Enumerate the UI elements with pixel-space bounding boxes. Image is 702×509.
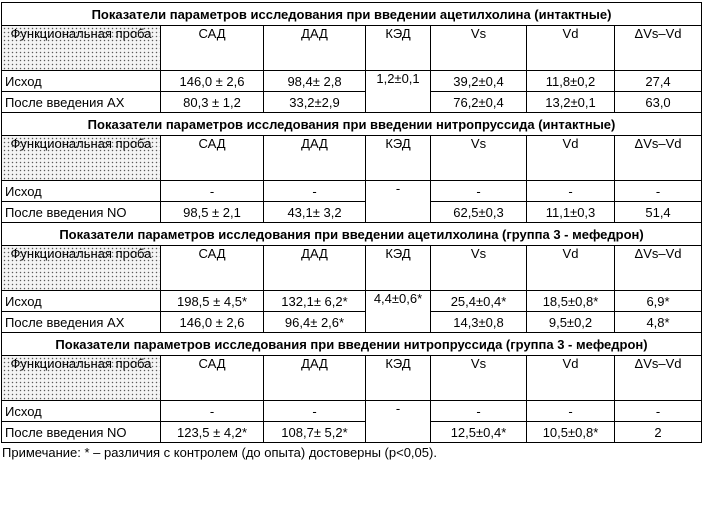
column-header: КЭД	[366, 356, 431, 401]
column-header: ДАД	[264, 136, 366, 181]
column-header-row	[2, 136, 702, 181]
section-title-row	[2, 223, 702, 246]
dad-cell: 132,1± 6,2*	[264, 291, 366, 312]
column-header: ΔVs–Vd	[615, 136, 702, 181]
column-header: КЭД	[366, 246, 431, 291]
column-header: ДАД	[264, 246, 366, 291]
ked-cell: 1,2±0,1	[366, 71, 431, 113]
row-label: После введения АХ	[2, 92, 161, 113]
table-row	[2, 291, 702, 312]
table-row	[2, 422, 702, 443]
column-header: Vs	[431, 246, 527, 291]
dad-cell: 43,1± 3,2	[264, 202, 366, 223]
row-label: После введения NO	[2, 422, 161, 443]
vs-cell: 76,2±0,4	[431, 92, 527, 113]
table-row	[2, 312, 702, 333]
vd-cell: 10,5±0,8*	[527, 422, 615, 443]
functional-test-header: Функциональная проба	[2, 356, 161, 401]
row-label: После введения АХ	[2, 312, 161, 333]
row-label: После введения NO	[2, 202, 161, 223]
results-table	[1, 2, 702, 443]
delta-cell: -	[615, 181, 702, 202]
vs-cell: -	[431, 181, 527, 202]
vd-cell: -	[527, 401, 615, 422]
column-header: Vd	[527, 26, 615, 71]
ked-cell: -	[366, 401, 431, 443]
section-title: Показатели параметров исследования при введении нитропруссида (интактные)	[2, 113, 702, 136]
column-header: САД	[161, 26, 264, 71]
column-header-row	[2, 246, 702, 291]
column-header: КЭД	[366, 26, 431, 71]
dad-cell: 98,4± 2,8	[264, 71, 366, 92]
vs-cell: 62,5±0,3	[431, 202, 527, 223]
column-header-row	[2, 356, 702, 401]
column-header: Vs	[431, 136, 527, 181]
column-header: САД	[161, 246, 264, 291]
sad-cell: -	[161, 401, 264, 422]
vd-cell: -	[527, 181, 615, 202]
dad-cell: -	[264, 181, 366, 202]
column-header: ΔVs–Vd	[615, 246, 702, 291]
delta-cell: 2	[615, 422, 702, 443]
vs-cell: 14,3±0,8	[431, 312, 527, 333]
vs-cell: 12,5±0,4*	[431, 422, 527, 443]
dad-cell: 108,7± 5,2*	[264, 422, 366, 443]
section-title: Показатели параметров исследования при введении нитропруссида (группа 3 - мефедрон)	[2, 333, 702, 356]
vd-cell: 11,1±0,3	[527, 202, 615, 223]
column-header: Vd	[527, 246, 615, 291]
column-header: САД	[161, 136, 264, 181]
ked-cell: 4,4±0,6*	[366, 291, 431, 333]
table-row	[2, 92, 702, 113]
delta-cell: 6,9*	[615, 291, 702, 312]
row-label: Исход	[2, 291, 161, 312]
footnote: Примечание: * – различия с контролем (до опыта) достоверны (p<0,05).	[2, 445, 437, 460]
delta-cell: 51,4	[615, 202, 702, 223]
row-label: Исход	[2, 401, 161, 422]
column-header: ΔVs–Vd	[615, 356, 702, 401]
column-header: Vs	[431, 356, 527, 401]
dad-cell: 33,2±2,9	[264, 92, 366, 113]
table-row	[2, 71, 702, 92]
delta-cell: -	[615, 401, 702, 422]
table-row	[2, 202, 702, 223]
dad-cell: 96,4± 2,6*	[264, 312, 366, 333]
column-header: САД	[161, 356, 264, 401]
section-title: Показатели параметров исследования при введении ацетилхолина (интактные)	[2, 3, 702, 26]
delta-cell: 27,4	[615, 71, 702, 92]
sad-cell: -	[161, 181, 264, 202]
vd-cell: 9,5±0,2	[527, 312, 615, 333]
sad-cell: 146,0 ± 2,6	[161, 312, 264, 333]
sad-cell: 123,5 ± 4,2*	[161, 422, 264, 443]
column-header: Vd	[527, 136, 615, 181]
functional-test-header: Функциональная проба	[2, 26, 161, 71]
vs-cell: -	[431, 401, 527, 422]
column-header: ΔVs–Vd	[615, 26, 702, 71]
column-header: ДАД	[264, 26, 366, 71]
row-label: Исход	[2, 181, 161, 202]
functional-test-header: Функциональная проба	[2, 136, 161, 181]
vs-cell: 39,2±0,4	[431, 71, 527, 92]
column-header-row	[2, 26, 702, 71]
column-header: ДАД	[264, 356, 366, 401]
section-title-row	[2, 333, 702, 356]
vs-cell: 25,4±0,4*	[431, 291, 527, 312]
row-label: Исход	[2, 71, 161, 92]
delta-cell: 63,0	[615, 92, 702, 113]
sad-cell: 146,0 ± 2,6	[161, 71, 264, 92]
sad-cell: 198,5 ± 4,5*	[161, 291, 264, 312]
functional-test-header: Функциональная проба	[2, 246, 161, 291]
vd-cell: 13,2±0,1	[527, 92, 615, 113]
column-header: Vd	[527, 356, 615, 401]
column-header: КЭД	[366, 136, 431, 181]
table-row	[2, 401, 702, 422]
sad-cell: 80,3 ± 1,2	[161, 92, 264, 113]
vd-cell: 11,8±0,2	[527, 71, 615, 92]
dad-cell: -	[264, 401, 366, 422]
table-row	[2, 181, 702, 202]
section-title: Показатели параметров исследования при введении ацетилхолина (группа 3 - мефедрон)	[2, 223, 702, 246]
column-header: Vs	[431, 26, 527, 71]
ked-cell: -	[366, 181, 431, 223]
vd-cell: 18,5±0,8*	[527, 291, 615, 312]
delta-cell: 4,8*	[615, 312, 702, 333]
section-title-row	[2, 113, 702, 136]
sad-cell: 98,5 ± 2,1	[161, 202, 264, 223]
section-title-row	[2, 3, 702, 26]
